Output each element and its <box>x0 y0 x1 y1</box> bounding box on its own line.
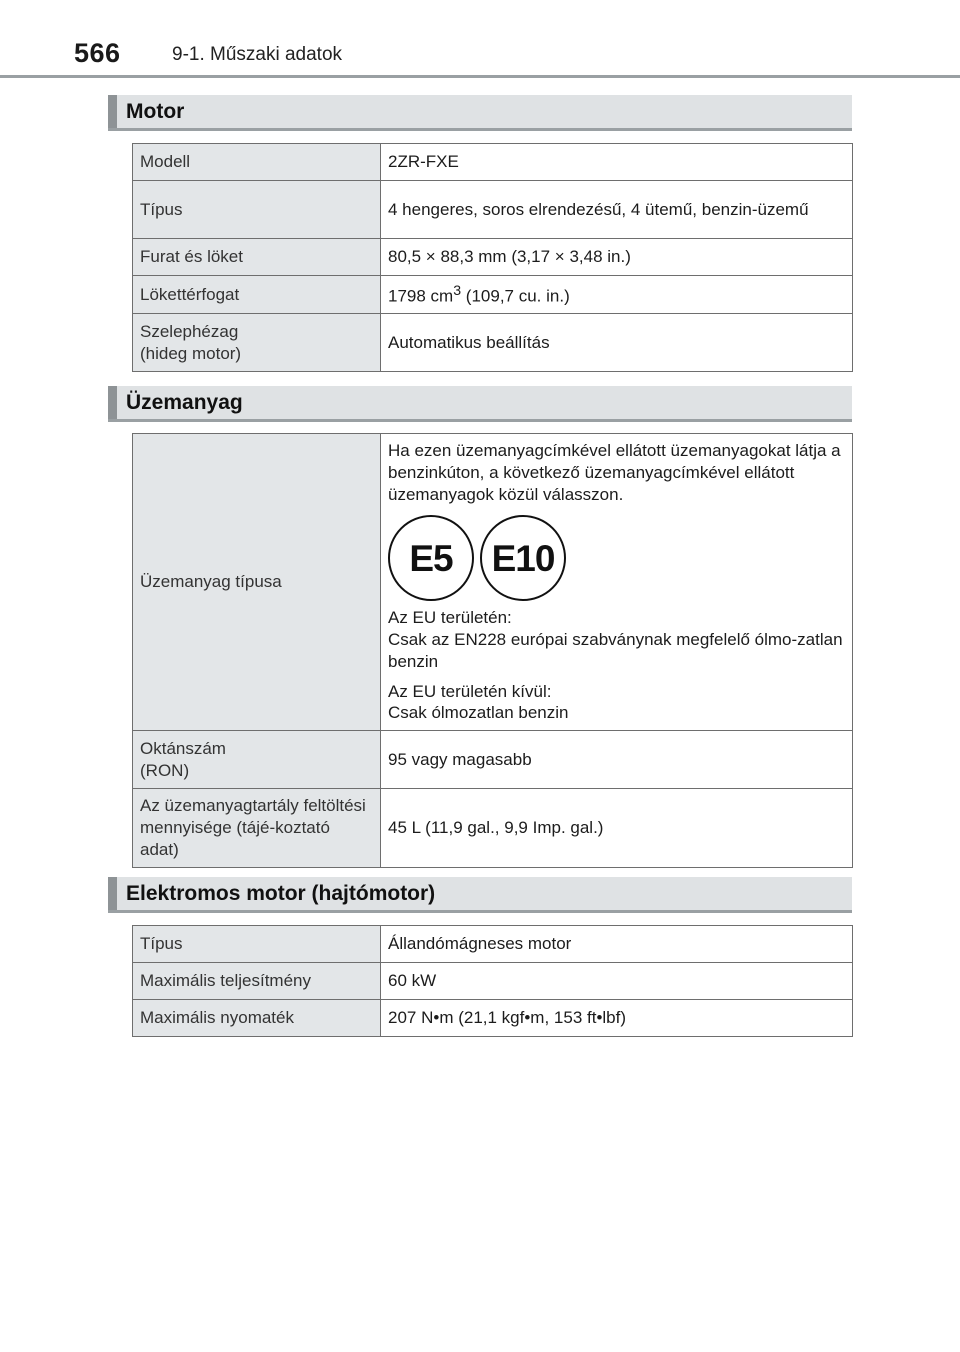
table-row <box>133 239 853 276</box>
header-rule <box>0 75 960 78</box>
spec-key: Üzemanyag típusa <box>133 434 381 731</box>
table-row <box>133 314 853 372</box>
key-line: Oktánszám <box>140 738 226 758</box>
spec-value: 80,5 × 88,3 mm (3,17 × 3,48 in.) <box>381 239 853 276</box>
eu-fuel-text <box>388 607 844 672</box>
displacement-value: 1798 cm <box>388 286 454 306</box>
non-eu-title: Az EU területén kívül: <box>388 681 552 701</box>
spec-value <box>381 276 853 314</box>
section-header-motor <box>108 95 852 131</box>
non-eu-fuel-text <box>388 681 844 725</box>
spec-value: Állandómágneses motor <box>381 926 853 963</box>
table-row <box>133 181 853 239</box>
section-accent <box>108 386 117 419</box>
spec-value: 4 hengeres, soros elrendezésű, 4 ütemű, benzin-üzemű <box>381 181 853 239</box>
spec-value <box>381 434 853 731</box>
section-accent <box>108 95 117 128</box>
section-header-electric-motor <box>108 877 852 913</box>
key-line: Szelephézag <box>140 322 239 342</box>
table-row <box>133 144 853 181</box>
table-row <box>133 434 853 731</box>
spec-key: Maximális teljesítmény <box>133 963 381 1000</box>
section-title: Elektromos motor (hajtómotor) <box>126 882 436 905</box>
section-accent <box>108 877 117 910</box>
spec-key: Maximális nyomaték <box>133 1000 381 1037</box>
spec-value: 207 N•m (21,1 kgf•m, 153 ft•lbf) <box>381 1000 853 1037</box>
fuel-label-row <box>388 515 844 601</box>
spec-key: Modell <box>133 144 381 181</box>
spec-key: Lökettérfogat <box>133 276 381 314</box>
eu-title: Az EU területén: <box>388 608 512 628</box>
electric-motor-spec-table <box>132 925 853 1037</box>
table-row <box>133 789 853 868</box>
spec-key <box>133 731 381 789</box>
fuel-intro-text: Ha ezen üzemanyagcímkével ellátott üzemanyagokat látja a benzinkúton, a következő üzemanyagcímkével ellátott üzemanyagok közül válasszon. <box>388 441 841 504</box>
spec-key: Típus <box>133 181 381 239</box>
key-line: (hideg motor) <box>140 343 242 363</box>
e5-fuel-label-icon: E5 <box>388 515 474 601</box>
chapter-title: 9-1. Műszaki adatok <box>172 44 343 65</box>
spec-key: Típus <box>133 926 381 963</box>
motor-spec-table <box>132 143 853 372</box>
table-row <box>133 1000 853 1037</box>
displacement-imperial: (109,7 cu. in.) <box>461 286 570 306</box>
spec-value: 95 vagy magasabb <box>381 731 853 789</box>
spec-key: Az üzemanyagtartály feltöltési mennyisége (tájé-koztató adat) <box>133 789 381 868</box>
spec-key: Furat és löket <box>133 239 381 276</box>
cubic-superscript: 3 <box>453 283 462 299</box>
section-header-fuel <box>108 386 852 422</box>
e10-fuel-label-icon: E10 <box>480 515 566 601</box>
spec-value: 45 L (11,9 gal., 9,9 Imp. gal.) <box>381 789 853 868</box>
spec-value: Automatikus beállítás <box>381 314 853 372</box>
table-row <box>133 926 853 963</box>
fuel-spec-table <box>132 433 853 868</box>
table-row <box>133 276 853 314</box>
spec-value: 60 kW <box>381 963 853 1000</box>
page-number: 566 <box>74 38 121 68</box>
table-row <box>133 731 853 789</box>
section-title: Üzemanyag <box>126 391 243 414</box>
key-line: (RON) <box>140 760 190 780</box>
non-eu-description: Csak ólmozatlan benzin <box>388 703 569 723</box>
spec-value: 2ZR-FXE <box>381 144 853 181</box>
eu-description: Csak az EN228 európai szabványnak megfelelő ólmo-zatlan benzin <box>388 630 843 671</box>
spec-key <box>133 314 381 372</box>
table-row <box>133 963 853 1000</box>
section-title: Motor <box>126 100 185 123</box>
